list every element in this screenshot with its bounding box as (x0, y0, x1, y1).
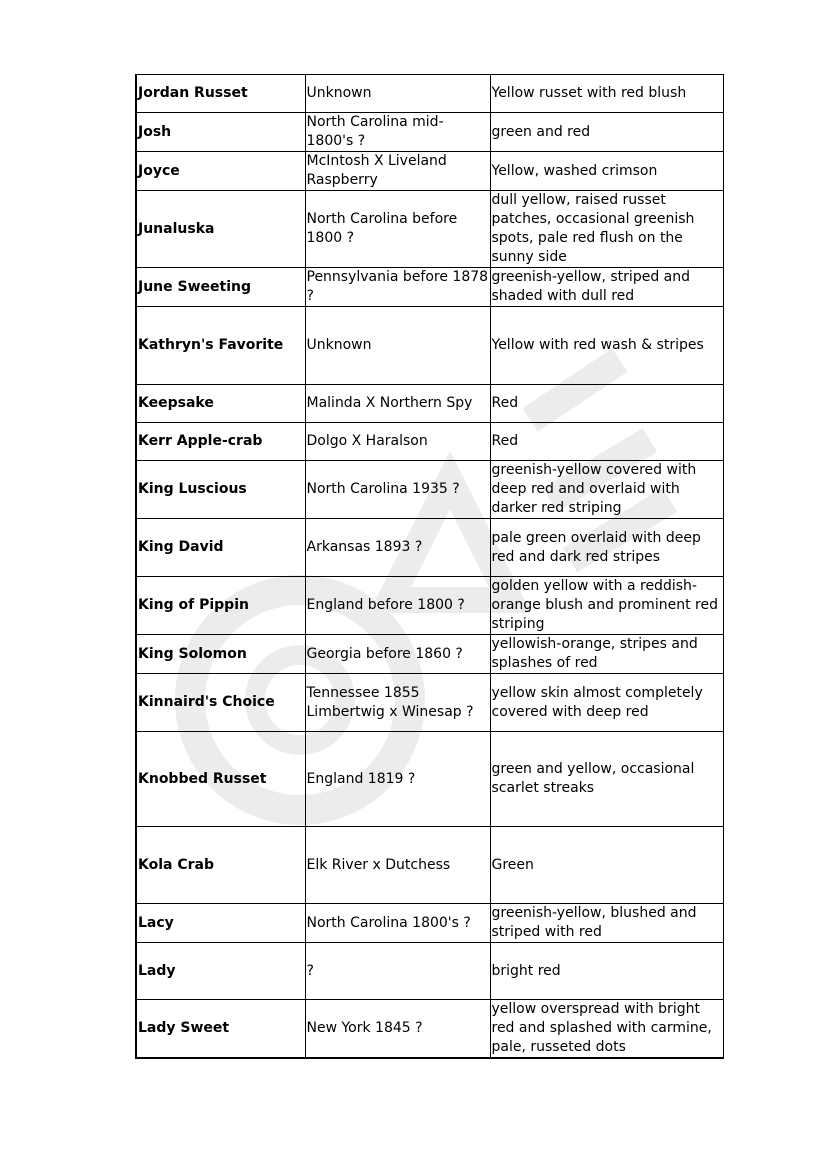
variety-name-cell: June Sweeting (136, 268, 305, 307)
description-cell: yellow overspread with bright red and splashed with carmine, pale, russeted dots (490, 1000, 723, 1059)
variety-name-cell: Kerr Apple-crab (136, 423, 305, 461)
variety-name-cell: King Solomon (136, 635, 305, 674)
table-row (136, 904, 723, 943)
description-cell: greenish-yellow covered with deep red and overlaid with darker red striping (490, 461, 723, 519)
origin-cell: North Carolina 1800's ? (305, 904, 490, 943)
origin-cell: Dolgo X Haralson (305, 423, 490, 461)
description-cell: pale green overlaid with deep red and dark red stripes (490, 519, 723, 577)
variety-name-cell: Kola Crab (136, 827, 305, 904)
table-row (136, 75, 723, 113)
table-row (136, 113, 723, 152)
table-row (136, 461, 723, 519)
description-cell: Red (490, 423, 723, 461)
origin-cell: England 1819 ? (305, 732, 490, 827)
table-row (136, 152, 723, 191)
variety-name-cell: Kinnaird's Choice (136, 674, 305, 732)
variety-name-cell: Knobbed Russet (136, 732, 305, 827)
variety-name-cell: Joyce (136, 152, 305, 191)
description-cell: green and yellow, occasional scarlet streaks (490, 732, 723, 827)
origin-cell: Malinda X Northern Spy (305, 385, 490, 423)
description-cell: bright red (490, 943, 723, 1000)
description-cell: Green (490, 827, 723, 904)
variety-name-cell: Josh (136, 113, 305, 152)
description-cell: greenish-yellow, blushed and striped with red (490, 904, 723, 943)
variety-name-cell: Jordan Russet (136, 75, 305, 113)
origin-cell: Unknown (305, 75, 490, 113)
table-row (136, 385, 723, 423)
table-row (136, 423, 723, 461)
description-cell: Red (490, 385, 723, 423)
description-cell: Yellow russet with red blush (490, 75, 723, 113)
description-cell: dull yellow, raised russet patches, occasional greenish spots, pale red flush on the sunny side (490, 191, 723, 268)
table-row (136, 307, 723, 385)
table-row (136, 577, 723, 635)
variety-name-cell: King David (136, 519, 305, 577)
description-cell: yellowish-orange, stripes and splashes of red (490, 635, 723, 674)
variety-name-cell: King of Pippin (136, 577, 305, 635)
apple-variety-table (135, 74, 724, 1059)
description-cell: golden yellow with a reddish-orange blush and prominent red striping (490, 577, 723, 635)
description-cell: green and red (490, 113, 723, 152)
origin-cell: North Carolina 1935 ? (305, 461, 490, 519)
variety-name-cell: King Luscious (136, 461, 305, 519)
origin-cell: Elk River x Dutchess (305, 827, 490, 904)
origin-cell: England before 1800 ? (305, 577, 490, 635)
variety-name-cell: Keepsake (136, 385, 305, 423)
table-row (136, 519, 723, 577)
origin-cell: Arkansas 1893 ? (305, 519, 490, 577)
table-row (136, 635, 723, 674)
variety-name-cell: Junaluska (136, 191, 305, 268)
description-cell: yellow skin almost completely covered with deep red (490, 674, 723, 732)
table-row (136, 268, 723, 307)
origin-cell: North Carolina mid-1800's ? (305, 113, 490, 152)
table-row (136, 1000, 723, 1059)
table-row (136, 191, 723, 268)
variety-name-cell: Lady (136, 943, 305, 1000)
variety-name-cell: Lacy (136, 904, 305, 943)
description-cell: greenish-yellow, striped and shaded with dull red (490, 268, 723, 307)
variety-name-cell: Kathryn's Favorite (136, 307, 305, 385)
table-row (136, 943, 723, 1000)
table-row (136, 827, 723, 904)
origin-cell: Unknown (305, 307, 490, 385)
origin-cell: McIntosh X Liveland Raspberry (305, 152, 490, 191)
origin-cell: North Carolina before 1800 ? (305, 191, 490, 268)
origin-cell: Tennessee 1855 Limbertwig x Winesap ? (305, 674, 490, 732)
table-row (136, 674, 723, 732)
description-cell: Yellow, washed crimson (490, 152, 723, 191)
origin-cell: Georgia before 1860 ? (305, 635, 490, 674)
variety-name-cell: Lady Sweet (136, 1000, 305, 1059)
origin-cell: ? (305, 943, 490, 1000)
origin-cell: Pennsylvania before 1878 ? (305, 268, 490, 307)
table-row (136, 732, 723, 827)
origin-cell: New York 1845 ? (305, 1000, 490, 1059)
description-cell: Yellow with red wash & stripes (490, 307, 723, 385)
table-body (136, 75, 723, 1059)
